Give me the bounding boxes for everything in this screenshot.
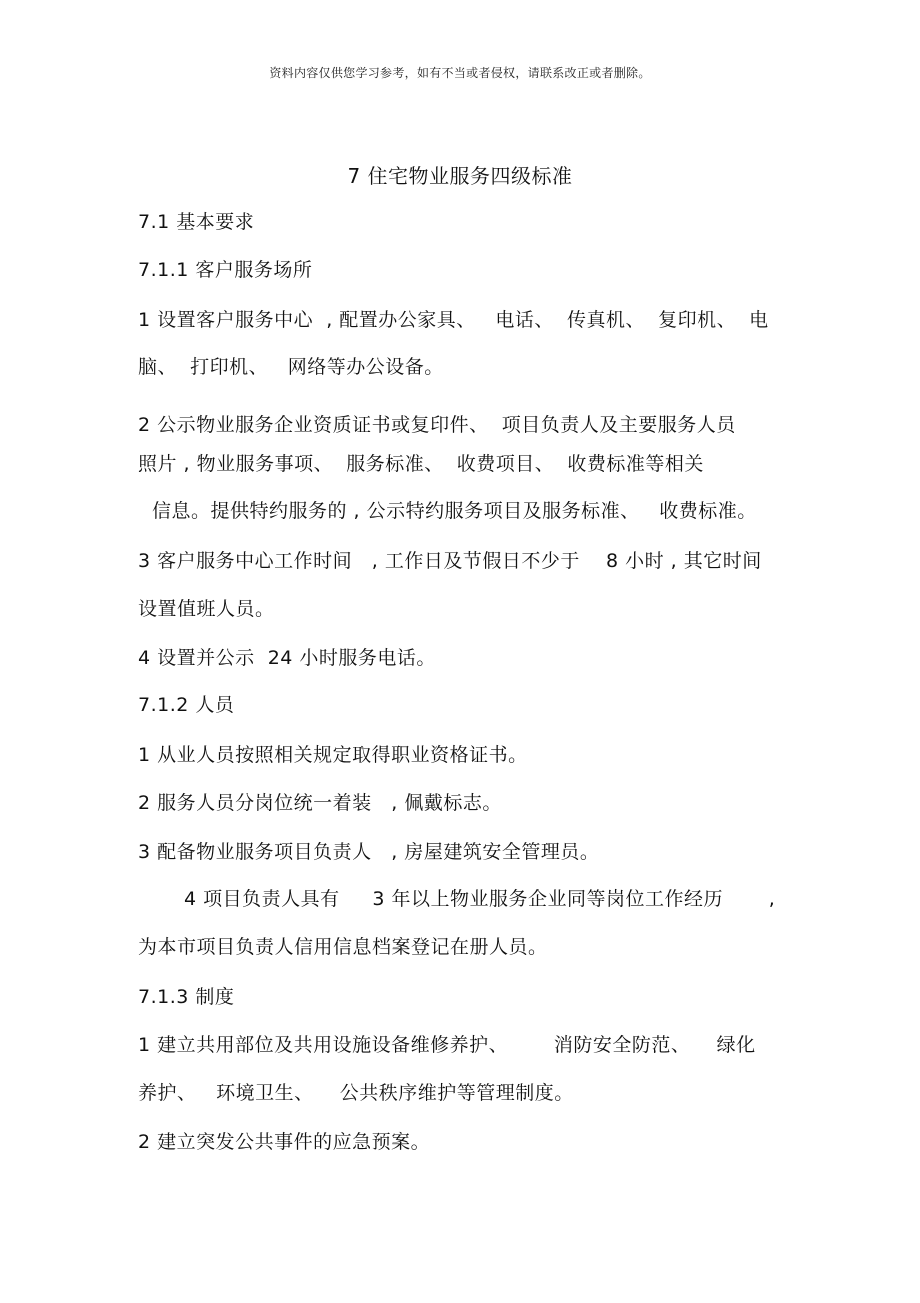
heading-7-1-3: 7.1.3 制度 [138,986,235,1008]
paragraph-2-line-3: 信息。提供特约服务的 , 公示特约服务项目及服务标准、 收费标准。 [152,500,757,522]
paragraph-3-line-2: 设置值班人员。 [138,598,275,620]
paragraph-1-line-1: 1 设置客户服务中心 , 配置办公家具、 电话、 传真机、 复印机、 电 [138,309,769,331]
heading-7-1-2: 7.1.2 人员 [138,694,235,716]
paragraph-3-line-1: 3 客户服务中心工作时间 , 工作日及节假日不少于 8 小时 , 其它时间 [138,550,762,572]
heading-7-1: 7.1 基本要求 [138,211,255,233]
system-item-1-line-1: 1 建立共用部位及共用设施设备维修养护、 消防安全防范、 绿化 [138,1034,756,1056]
paragraph-2-line-1: 2 公示物业服务企业资质证书或复印件、 项目负责人及主要服务人员 [138,414,736,436]
system-item-1-line-2: 养护、 环境卫生、 公共秩序维护等管理制度。 [138,1082,574,1104]
paragraph-4: 4 设置并公示 24 小时服务电话。 [138,647,436,669]
personnel-item-1: 1 从业人员按照相关规定取得职业资格证书。 [138,744,528,766]
system-item-2: 2 建立突发公共事件的应急预案。 [138,1131,431,1153]
section-title: 7 住宅物业服务四级标准 [347,164,573,188]
personnel-item-4-line-2: 为本市项目负责人信用信息档案登记在册人员。 [138,936,548,958]
heading-7-1-1: 7.1.1 客户服务场所 [138,259,313,281]
paragraph-2-line-2: 照片 , 物业服务事项、 服务标准、 收费项目、 收费标准等相关 [138,453,704,475]
personnel-item-4-line-1: 4 项目负责人具有 3 年以上物业服务企业同等岗位工作经历 , [184,888,776,910]
header-disclaimer: 资料内容仅供您学习参考，如有不当或者侵权，请联系改正或者删除。 [269,66,651,80]
paragraph-1-line-2: 脑、 打印机、 网络等办公设备。 [138,356,444,378]
personnel-item-3: 3 配备物业服务项目负责人 , 房屋建筑安全管理员。 [138,841,600,863]
personnel-item-2: 2 服务人员分岗位统一着装 , 佩戴标志。 [138,792,502,814]
